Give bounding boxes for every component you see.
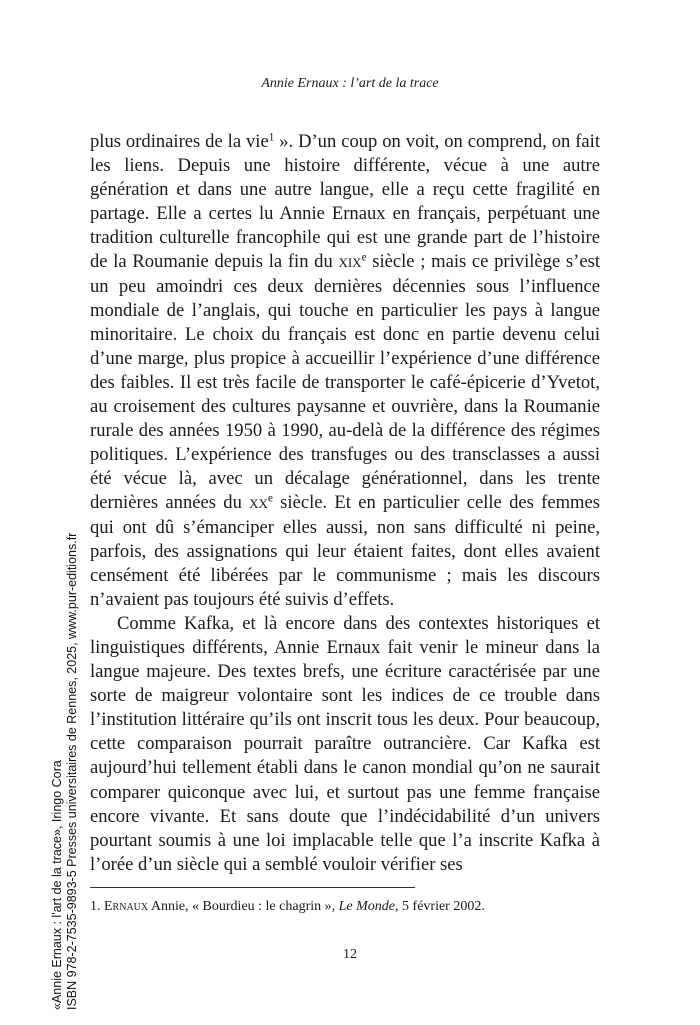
- running-header: Annie Ernaux : l’art de la trace: [261, 76, 439, 91]
- side-notice-line: ISBN 978-2-7535-9893-5 Presses universitaires de Rennes, 2025, www.pur-editions.fr: [65, 532, 79, 1010]
- century-numeral: xx: [249, 492, 268, 514]
- body-text: [90, 130, 600, 877]
- side-notice-line: «Annie Ernaux : l'art de la trace», Iringo Cora: [50, 760, 64, 1010]
- footnote: 1. Ernaux Annie, « Bourdieu : le chagrin », Le Monde, 5 février 2002.: [90, 899, 485, 914]
- paragraph: plus ordinaires de la vie$^1$ ». D’un coup on voit, on comprend, on fait les liens. Depuis une histoire différente, vécue à une autre génération et dans une autre langue, elle a reçu cette fragilité en partage. Elle a certes lu Annie Ernaux en français, perpétuant une tradition culturelle francophile qui est une grande part de l’histoire de la Roumanie depuis la fin du xix$^e$ siècle ; mais ce privilège s’est un peu amoindri ces deux dernières décennies sous l’influence mondiale de l’anglais, qui touche en particulier les pays à langue minoritaire. Le choix du français est donc en partie devenu celui d’une marge, plus propice à accueillir l’expérience d’une différence des faibles. Il est très facile de transporter le café-épicerie d’Yvetot, au croisement des cultures paysanne et ouvrière, dans la Roumanie rurale des années 1950 à 1990, au-delà de la différence des régimes politiques. L’expérience des transfuges ou des transclasses a aussi été vécue là, avec un décalage générationnel, dans les trente dernières années du $xx^e$ siècle. Et en particulier celle des femmes qui ont dû s’émanciper elles aussi, non sans difficulté ni peine, parfois, des assignations qui leur étaient faites, dont elles avaient censément été libérées par le communisme ; mais les discours n’avaient pas toujours été suivis d’effets.: [90, 131, 600, 610]
- page-number: 12: [343, 947, 357, 962]
- footnote-separator: [90, 887, 415, 888]
- side-notice: [50, 533, 80, 1010]
- paragraph: Comme Kafka, et là encore dans des contextes historiques et linguistiques différents, Annie Ernaux fait venir le mineur dans la langue majeure. Des textes brefs, une écriture caractérisée par une sorte de maigreur volontaire sont les indices de ce trouble dans l’institution littéraire qu’ils ont inscrit tous les deux. Pour beaucoup, cette comparaison pourrait paraître outrancière. Car Kafka est aujourd’hui tellement établi dans le canon mondial qu’on ne saurait comparer quiconque avec lui, et surtout pas une femme française encore vivante. Et sans doute que l’indécidabilité d’un univers pourtant soumis à une loi implacable telle que l’a inscrite Kafka à l’orée d’un siècle qui a semblé vouloir vérifier ses: [90, 612, 600, 875]
- footnote-journal: Le Monde: [338, 899, 396, 914]
- footnote-author: Ernaux: [104, 899, 149, 914]
- footnote-reference[interactable]: 1: [268, 131, 275, 144]
- century-numeral: xix: [338, 251, 362, 273]
